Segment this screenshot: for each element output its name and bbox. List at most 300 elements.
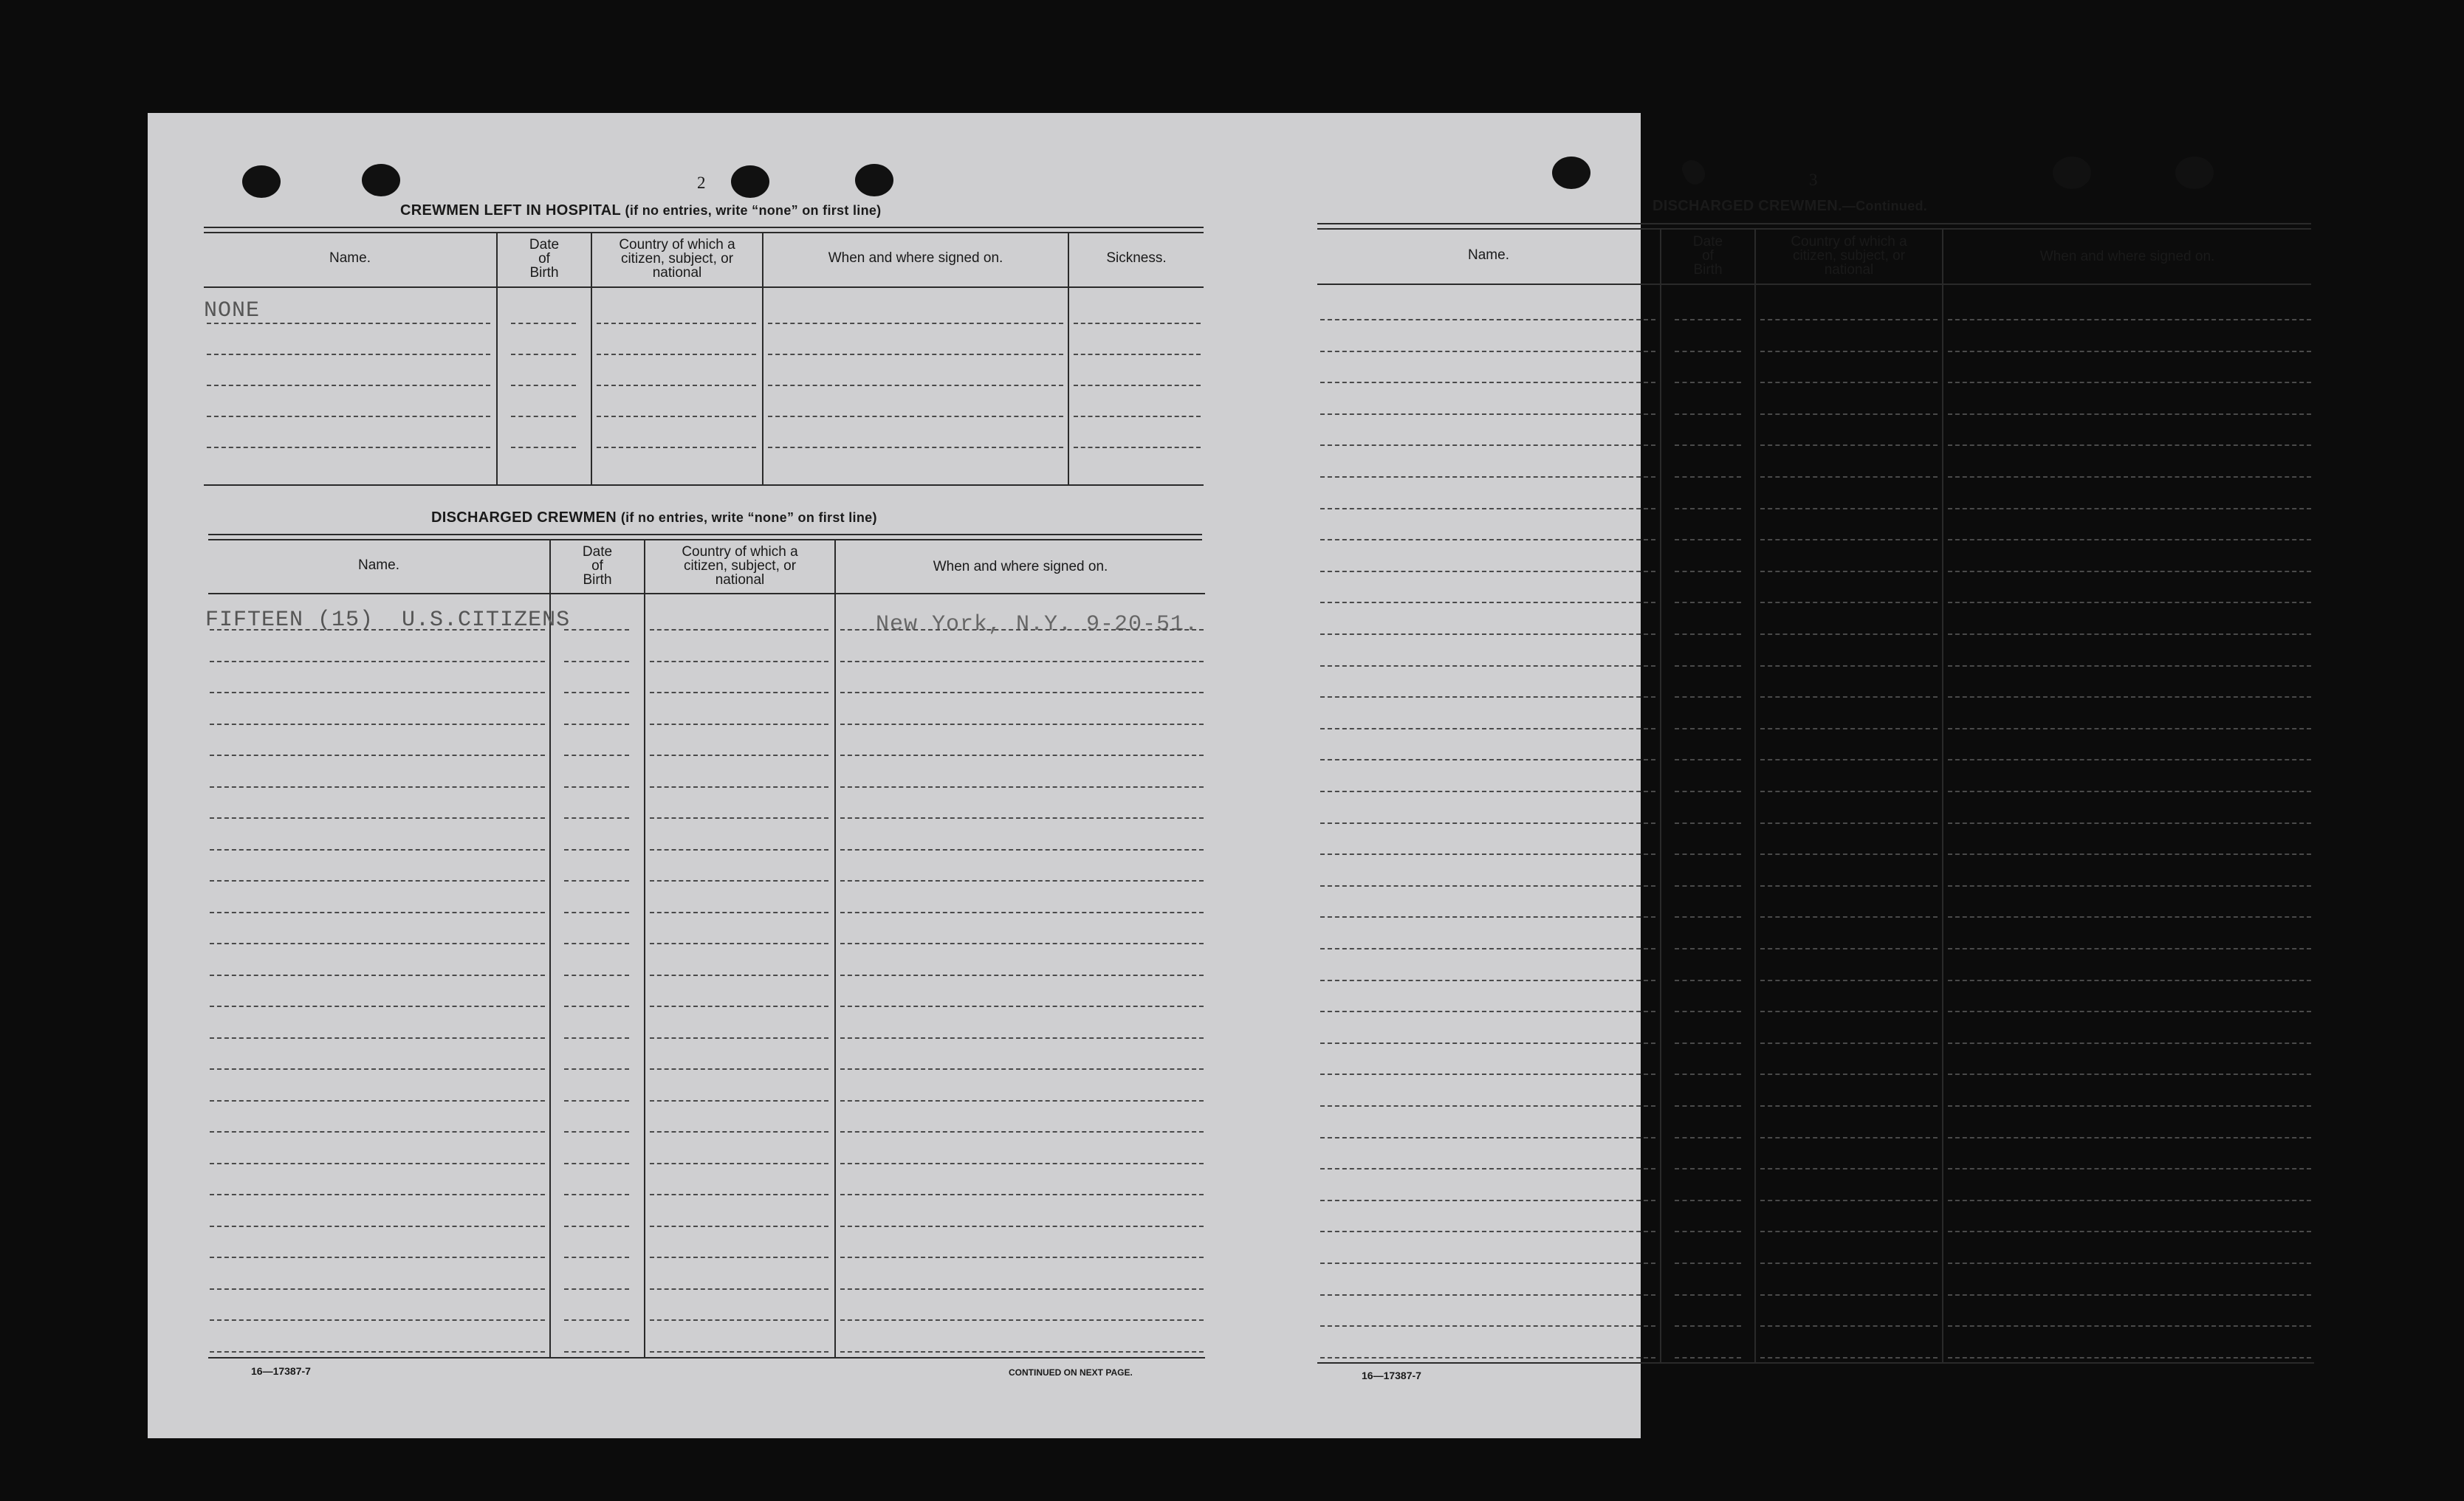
entry-line xyxy=(564,880,629,882)
entry-line xyxy=(1760,1294,1938,1296)
column-divider xyxy=(1068,232,1069,484)
entry-line xyxy=(1675,1105,1741,1107)
entry-line xyxy=(210,1257,545,1258)
entry-line xyxy=(1675,728,1741,729)
column-divider xyxy=(834,539,836,1357)
entry-line xyxy=(840,661,1204,662)
entry-line xyxy=(564,1194,629,1195)
entry-line xyxy=(1675,1074,1741,1075)
entry-line xyxy=(840,943,1204,944)
entry-line xyxy=(1760,1168,1938,1169)
entry-line xyxy=(564,1319,629,1321)
entry-line xyxy=(840,724,1204,725)
entry-line xyxy=(597,354,756,355)
table-bottom-rule xyxy=(208,1357,1205,1359)
entry-line xyxy=(1320,602,1655,603)
entry-line xyxy=(1320,822,1655,824)
entry-line xyxy=(564,1037,629,1039)
form-code: 16—17387-7 xyxy=(1362,1370,1421,1381)
column-header-signed-on: When and where signed on. xyxy=(828,250,1003,266)
entry-line xyxy=(511,385,576,386)
entry-line xyxy=(207,416,490,417)
entry-line xyxy=(1320,853,1655,855)
entry-line xyxy=(1320,508,1655,509)
entry-line xyxy=(1760,791,1938,792)
entry-line xyxy=(210,1194,545,1195)
entry-line xyxy=(1320,916,1655,918)
entry-line xyxy=(768,416,1063,417)
entry-line xyxy=(210,1319,545,1321)
entry-line xyxy=(840,880,1204,882)
table-top-rule xyxy=(208,534,1202,535)
entry-line xyxy=(1948,696,2311,698)
entry-line xyxy=(1948,822,2311,824)
column-header-signed-on: When and where signed on. xyxy=(2039,249,2215,264)
column-header-country xyxy=(1756,235,1942,277)
entry-line xyxy=(1320,444,1655,446)
header-text: Country of which a citizen, subject, or national xyxy=(619,237,735,281)
entry-line xyxy=(1320,1200,1655,1201)
entry-line xyxy=(650,629,828,631)
entry-line xyxy=(1675,1168,1741,1169)
discharged-title-text: DISCHARGED CREWMEN xyxy=(431,509,617,526)
entry-line xyxy=(1675,1011,1741,1012)
entry-line xyxy=(840,1163,1204,1164)
entry-line xyxy=(564,849,629,851)
header-text: Date of Birth xyxy=(529,237,560,281)
punch-hole xyxy=(242,165,281,198)
entry-line xyxy=(564,629,629,631)
entry-line xyxy=(1948,1294,2311,1296)
entry-line xyxy=(1074,385,1201,386)
entry-line xyxy=(1675,1231,1741,1232)
entry-line xyxy=(210,1100,545,1102)
entry-line xyxy=(1948,1200,2311,1201)
entry-line xyxy=(564,786,629,788)
entry-line xyxy=(650,1100,828,1102)
entry-line xyxy=(1948,602,2311,603)
entry-line xyxy=(840,1257,1204,1258)
entry-line xyxy=(1948,1168,2311,1169)
discharged-title-instruction: (if no entries, write “none” on first line) xyxy=(620,510,877,525)
entry-line xyxy=(650,849,828,851)
entry-line xyxy=(1948,1043,2311,1044)
entry-line xyxy=(1948,508,2311,509)
entry-line xyxy=(564,755,629,756)
entry-line xyxy=(1675,1263,1741,1264)
table-top-rule xyxy=(1317,228,2311,230)
entry-line xyxy=(1320,1105,1655,1107)
column-header-date-of-birth xyxy=(1661,235,1754,277)
entry-line xyxy=(564,912,629,913)
table-top-rule xyxy=(208,539,1202,540)
form-code: 16—17387-7 xyxy=(251,1365,311,1377)
entry-line xyxy=(564,724,629,725)
entry-line xyxy=(650,692,828,693)
entry-line xyxy=(1320,633,1655,635)
table-top-rule xyxy=(204,232,1204,233)
entry-line xyxy=(840,1288,1204,1290)
header-text: Country of which a citizen, subject, or national xyxy=(1791,234,1907,278)
entry-line xyxy=(1675,916,1741,918)
entry-line xyxy=(1675,791,1741,792)
header-bottom-rule xyxy=(208,593,1205,594)
continued-note: CONTINUED ON NEXT PAGE. xyxy=(1009,1367,1133,1378)
entry-line xyxy=(1760,633,1938,635)
entry-line xyxy=(1948,791,2311,792)
entry-line xyxy=(650,1037,828,1039)
entry-line xyxy=(1760,728,1938,729)
entry-line xyxy=(1675,1200,1741,1201)
ink-mark xyxy=(1679,157,1709,188)
table-bottom-rule xyxy=(204,484,1204,486)
entry-line xyxy=(1320,571,1655,572)
entry-line xyxy=(840,849,1204,851)
entry-line xyxy=(650,1319,828,1321)
entry-line xyxy=(564,1351,629,1353)
entry-line xyxy=(207,354,490,355)
entry-line xyxy=(1675,1043,1741,1044)
entry-line xyxy=(564,1068,629,1070)
entry-line xyxy=(1760,444,1938,446)
entry-line xyxy=(564,817,629,819)
entry-line xyxy=(1760,602,1938,603)
entry-line xyxy=(210,1226,545,1227)
entry-line xyxy=(1760,1043,1938,1044)
header-text: Date of Birth xyxy=(1692,234,1723,278)
entry-line xyxy=(1948,728,2311,729)
entry-line xyxy=(840,1037,1204,1039)
entry-line xyxy=(1320,382,1655,383)
entry-line xyxy=(1675,822,1741,824)
entry-line xyxy=(1948,1263,2311,1264)
punch-hole xyxy=(2053,157,2091,189)
entry-line xyxy=(1948,1105,2311,1107)
entry-line xyxy=(650,1163,828,1164)
entry-line xyxy=(1320,728,1655,729)
entry-line xyxy=(207,323,490,324)
entry-line xyxy=(564,1226,629,1227)
entry-line xyxy=(1948,980,2311,981)
entry-line xyxy=(564,1163,629,1164)
header-text: Country of which a citizen, subject, or national xyxy=(682,544,798,588)
entry-line xyxy=(511,354,576,355)
entry-line xyxy=(1074,416,1201,417)
entry-line xyxy=(1948,539,2311,540)
right-title-suffix: —Continued. xyxy=(1842,199,1928,213)
discharged-section-title xyxy=(431,509,877,526)
column-header-date-of-birth xyxy=(551,545,644,587)
entry-line xyxy=(650,1194,828,1195)
entry-line xyxy=(768,323,1063,324)
entry-line xyxy=(1320,476,1655,478)
column-header-country xyxy=(592,238,762,280)
entry-line xyxy=(650,1226,828,1227)
entry-line xyxy=(210,1163,545,1164)
entry-line xyxy=(210,880,545,882)
entry-line xyxy=(840,755,1204,756)
entry-line xyxy=(210,1006,545,1007)
entry-line xyxy=(1320,791,1655,792)
punch-hole xyxy=(362,164,400,196)
entry-line xyxy=(1675,759,1741,760)
entry-line xyxy=(840,1226,1204,1227)
entry-line xyxy=(1320,539,1655,540)
entry-line xyxy=(1948,1074,2311,1075)
entry-line xyxy=(1760,413,1938,415)
entry-line xyxy=(840,817,1204,819)
entry-line xyxy=(1760,1231,1938,1232)
entry-line xyxy=(511,323,576,324)
hospital-section-title xyxy=(400,202,881,219)
entry-line xyxy=(1675,319,1741,320)
entry-line xyxy=(1760,948,1938,949)
entry-line xyxy=(1948,853,2311,855)
entry-line xyxy=(564,1100,629,1102)
punch-hole xyxy=(1552,157,1590,189)
entry-line xyxy=(1074,354,1201,355)
entry-line xyxy=(1760,885,1938,887)
entry-line xyxy=(210,1288,545,1290)
entry-line xyxy=(1760,1357,1938,1359)
entry-line xyxy=(1760,696,1938,698)
entry-line xyxy=(1320,1011,1655,1012)
column-header-name: Name. xyxy=(329,250,371,266)
entry-line xyxy=(1948,1231,2311,1232)
entry-line xyxy=(1675,602,1741,603)
entry-line xyxy=(650,786,828,788)
entry-line xyxy=(840,786,1204,788)
discharged-entry-name: FIFTEEN (15) U.S.CITIZENS xyxy=(205,608,571,633)
entry-line xyxy=(597,416,756,417)
column-header-name: Name. xyxy=(1468,247,1509,263)
entry-line xyxy=(650,817,828,819)
column-divider xyxy=(762,232,763,484)
punch-hole xyxy=(731,165,769,198)
column-divider xyxy=(644,539,645,1357)
entry-line xyxy=(1320,1294,1655,1296)
entry-line xyxy=(564,1131,629,1133)
entry-line xyxy=(1675,633,1741,635)
entry-line xyxy=(1760,476,1938,478)
entry-line xyxy=(1320,665,1655,667)
entry-line xyxy=(1320,1168,1655,1169)
page-number: 3 xyxy=(1809,171,1818,189)
entry-line xyxy=(1675,1325,1741,1327)
entry-line xyxy=(650,1288,828,1290)
entry-line xyxy=(650,975,828,976)
entry-line xyxy=(1760,1074,1938,1075)
entry-line xyxy=(650,912,828,913)
header-bottom-rule xyxy=(1317,284,2311,285)
entry-line xyxy=(210,817,545,819)
entry-line xyxy=(650,880,828,882)
entry-line xyxy=(1320,1231,1655,1232)
entry-line xyxy=(1320,948,1655,949)
column-header-country xyxy=(645,545,834,587)
entry-line xyxy=(1675,1357,1741,1359)
hospital-title-instruction: (if no entries, write “none” on first line) xyxy=(625,203,882,218)
entry-line xyxy=(210,975,545,976)
entry-line xyxy=(511,416,576,417)
entry-line xyxy=(1675,444,1741,446)
entry-line xyxy=(1760,1263,1938,1264)
entry-line xyxy=(1948,1137,2311,1138)
entry-line xyxy=(564,1006,629,1007)
entry-line xyxy=(840,692,1204,693)
entry-line xyxy=(1948,444,2311,446)
entry-line xyxy=(1320,1325,1655,1327)
entry-line xyxy=(1948,916,2311,918)
entry-line xyxy=(650,1257,828,1258)
entry-line xyxy=(1320,1357,1655,1359)
entry-line xyxy=(1760,539,1938,540)
hospital-entry-none: NONE xyxy=(204,298,261,323)
column-divider xyxy=(1660,228,1661,1362)
entry-line xyxy=(1760,319,1938,320)
entry-line xyxy=(1948,885,2311,887)
column-header-date-of-birth xyxy=(498,238,591,280)
entry-line xyxy=(1760,351,1938,352)
entry-line xyxy=(1675,351,1741,352)
entry-line xyxy=(1948,665,2311,667)
right-section-title xyxy=(1653,198,1927,215)
entry-line xyxy=(1760,822,1938,824)
entry-line xyxy=(1675,948,1741,949)
entry-line xyxy=(210,786,545,788)
page-number: 2 xyxy=(697,174,706,192)
entry-line xyxy=(768,385,1063,386)
column-header-sickness: Sickness. xyxy=(1106,250,1167,266)
header-bottom-rule xyxy=(204,286,1204,288)
entry-line xyxy=(564,1288,629,1290)
hospital-title-text: CREWMEN LEFT IN HOSPITAL xyxy=(400,202,621,219)
entry-line xyxy=(1760,1200,1938,1201)
entry-line xyxy=(840,629,1204,631)
entry-line xyxy=(650,1351,828,1353)
entry-line xyxy=(1675,1294,1741,1296)
entry-line xyxy=(511,447,576,448)
entry-line xyxy=(210,912,545,913)
entry-line xyxy=(840,975,1204,976)
entry-line xyxy=(210,943,545,944)
entry-line xyxy=(597,385,756,386)
entry-line xyxy=(840,912,1204,913)
entry-line xyxy=(1320,319,1655,320)
entry-line xyxy=(564,1257,629,1258)
entry-line xyxy=(210,1068,545,1070)
entry-line xyxy=(210,629,545,631)
table-bottom-rule xyxy=(1317,1362,2314,1364)
entry-line xyxy=(650,661,828,662)
entry-line xyxy=(1948,476,2311,478)
entry-line xyxy=(1320,1137,1655,1138)
entry-line xyxy=(840,1100,1204,1102)
entry-line xyxy=(1675,696,1741,698)
entry-line xyxy=(210,849,545,851)
entry-line xyxy=(1760,759,1938,760)
entry-line xyxy=(1760,916,1938,918)
entry-line xyxy=(650,1131,828,1133)
entry-line xyxy=(1675,665,1741,667)
entry-line xyxy=(210,724,545,725)
entry-line xyxy=(840,1068,1204,1070)
entry-line xyxy=(1760,1137,1938,1138)
entry-line xyxy=(1948,633,2311,635)
entry-line xyxy=(650,1006,828,1007)
entry-line xyxy=(1948,319,2311,320)
entry-line xyxy=(1675,571,1741,572)
entry-line xyxy=(1675,413,1741,415)
entry-line xyxy=(1948,759,2311,760)
entry-line xyxy=(1675,1137,1741,1138)
entry-line xyxy=(1948,1357,2311,1359)
entry-line xyxy=(1320,351,1655,352)
entry-line xyxy=(840,1006,1204,1007)
entry-line xyxy=(1760,665,1938,667)
entry-line xyxy=(1675,539,1741,540)
right-title-text: DISCHARGED CREWMEN. xyxy=(1653,198,1842,214)
entry-line xyxy=(1320,1043,1655,1044)
entry-line xyxy=(1320,413,1655,415)
scanned-form-sheet xyxy=(148,113,1641,1438)
entry-line xyxy=(1675,508,1741,509)
entry-line xyxy=(210,1131,545,1133)
entry-line xyxy=(1320,980,1655,981)
entry-line xyxy=(1074,323,1201,324)
entry-line xyxy=(1320,1263,1655,1264)
entry-line xyxy=(1074,447,1201,448)
entry-line xyxy=(1760,1011,1938,1012)
entry-line xyxy=(768,354,1063,355)
entry-line xyxy=(564,692,629,693)
entry-line xyxy=(650,755,828,756)
entry-line xyxy=(210,1037,545,1039)
entry-line xyxy=(840,1194,1204,1195)
table-top-rule xyxy=(1317,223,2311,224)
entry-line xyxy=(597,323,756,324)
entry-line xyxy=(1948,948,2311,949)
entry-line xyxy=(1675,853,1741,855)
entry-line xyxy=(597,447,756,448)
entry-line xyxy=(1948,1325,2311,1327)
header-text: Date of Birth xyxy=(582,544,613,588)
entry-line xyxy=(650,1068,828,1070)
entry-line xyxy=(1320,1074,1655,1075)
entry-line xyxy=(1320,759,1655,760)
entry-line xyxy=(1760,1325,1938,1327)
entry-line xyxy=(1760,508,1938,509)
entry-line xyxy=(840,1319,1204,1321)
entry-line xyxy=(1948,1011,2311,1012)
entry-line xyxy=(1675,476,1741,478)
column-header-name: Name. xyxy=(358,557,399,573)
punch-hole xyxy=(855,164,893,196)
entry-line xyxy=(840,1131,1204,1133)
entry-line xyxy=(210,661,545,662)
entry-line xyxy=(650,724,828,725)
entry-line xyxy=(1760,571,1938,572)
table-top-rule xyxy=(204,227,1204,228)
discharged-entry-signed-on: New York, N.Y. 9-20-51. xyxy=(876,612,1199,637)
entry-line xyxy=(1675,382,1741,383)
column-divider xyxy=(1754,228,1756,1362)
column-divider xyxy=(549,539,551,1357)
entry-line xyxy=(1760,1105,1938,1107)
entry-line xyxy=(564,975,629,976)
entry-line xyxy=(768,447,1063,448)
entry-line xyxy=(1760,853,1938,855)
